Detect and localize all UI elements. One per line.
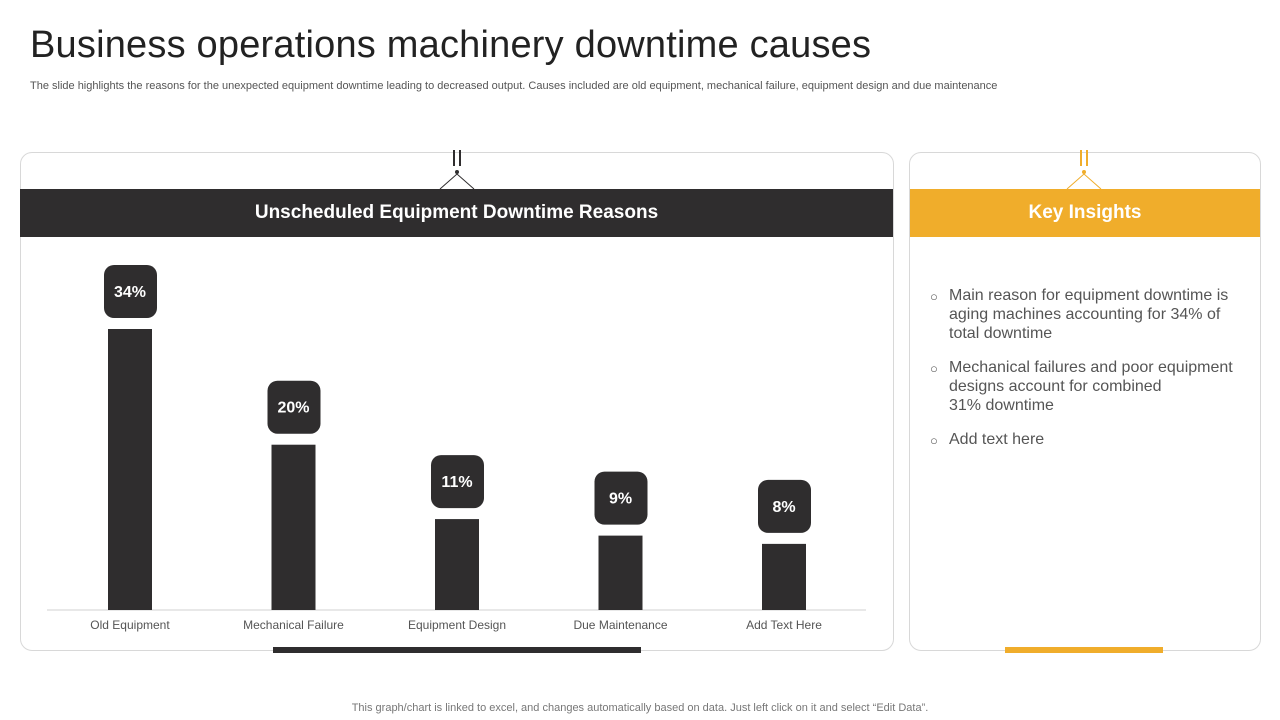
category-label: Due Maintenance [573, 618, 668, 632]
data-label: 8% [772, 498, 796, 516]
bar [435, 519, 479, 610]
decorative-bar [1005, 647, 1163, 653]
page-subtitle: The slide highlights the reasons for the unexpected equipment downtime leading to decreased output. Causes included are old equipment, mechanical failure, equipment design and due maintenance [30, 80, 998, 92]
insight-item [930, 358, 1240, 415]
data-label: 11% [441, 474, 473, 492]
insight-item [930, 286, 1240, 343]
circle-bullet-icon: ○ [930, 361, 938, 376]
insights-list [930, 286, 1240, 464]
chart-heading: Unscheduled Equipment Downtime Reasons [254, 202, 659, 223]
category-label: Equipment Design [407, 618, 507, 632]
bar [272, 445, 316, 610]
decorative-bar [273, 647, 641, 653]
insights-heading: Key Insights [1028, 202, 1142, 223]
category-label: Old Equipment [90, 618, 170, 632]
data-label: 9% [608, 490, 633, 508]
data-label: 34% [113, 284, 147, 301]
circle-bullet-icon: ○ [930, 289, 938, 304]
data-label: 20% [277, 399, 310, 417]
footnote: This graph/chart is linked to excel, and changes automatically based on data. Just left click on it and select “Edit Data”. [351, 702, 929, 714]
bar [108, 329, 152, 610]
bar [762, 544, 806, 610]
category-label: Mechanical Failure [243, 618, 344, 632]
page-title: Business operations machinery downtime causes [30, 24, 872, 66]
circle-bullet-icon: ○ [930, 433, 938, 448]
insight-text: Add text here [949, 431, 1045, 448]
insight-item [930, 430, 1240, 449]
insight-text: Mechanical failures and poor equipment designs account for combined 31% downtime [949, 359, 1233, 414]
bar [599, 536, 643, 610]
insight-text: Main reason for equipment downtime is aging machines accounting for 34% of total downtime [949, 287, 1229, 342]
category-label: Add Text Here [746, 618, 822, 632]
